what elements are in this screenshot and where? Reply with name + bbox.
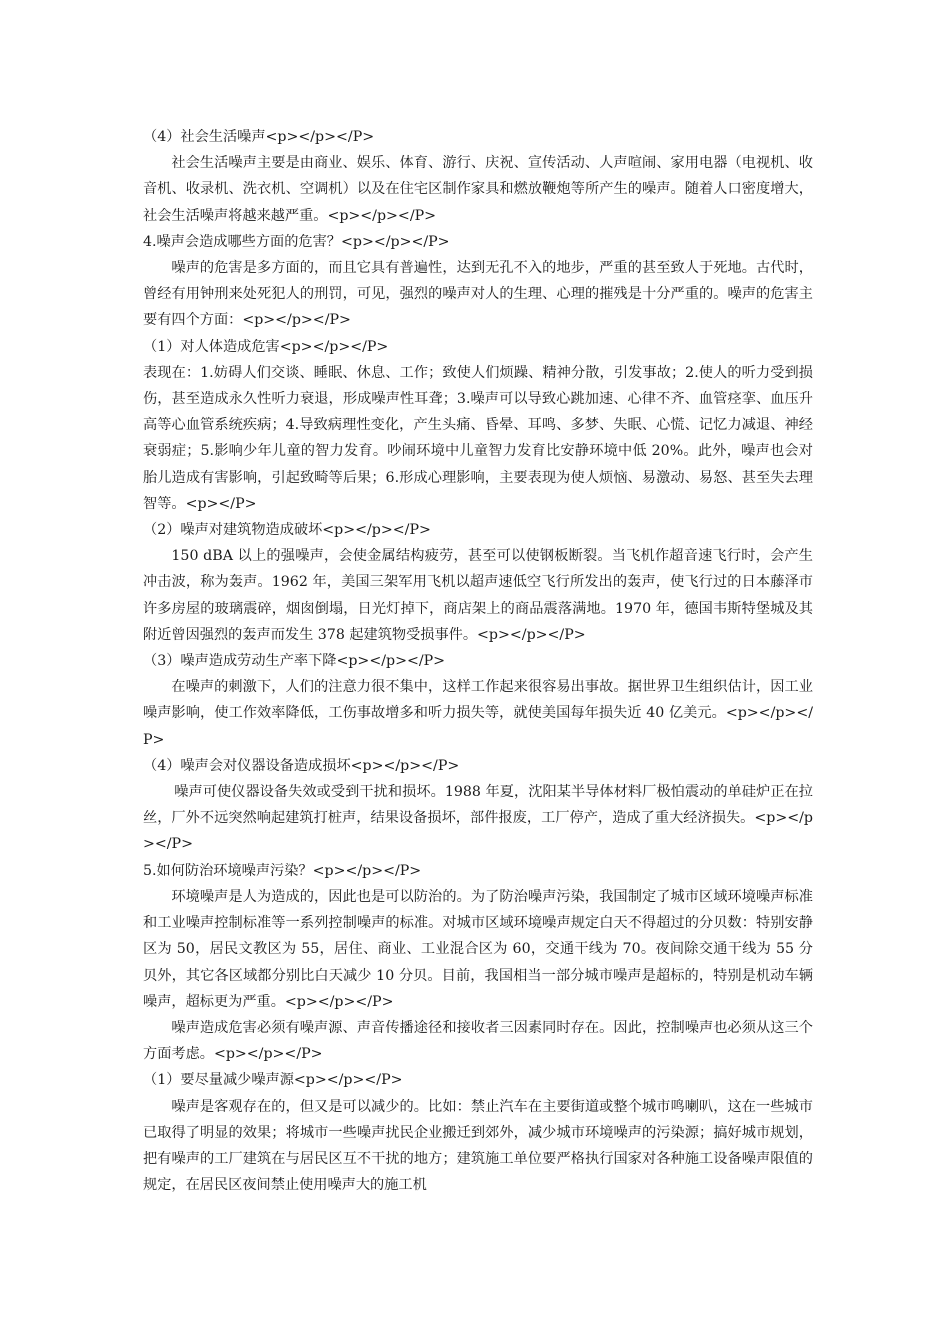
paragraph-productivity: 在噪声的刺激下，人们的注意力很不集中，这样工作起来很容易出事故。据世界卫生组织估计，因工业噪声影响，使工作效率降低，工伤事故增多和听力损失等，就使美国每年损失近 40 亿美元。<p></p></P> (143, 679, 813, 748)
subheading-human-harm: （1）对人体造成危害<p></p></P> (143, 338, 389, 355)
subheading-building-damage: （2）噪声对建筑物造成破坏<p></p></P> (143, 522, 431, 539)
paragraph-noise-standards: 环境噪声是人为造成的，因此也是可以防治的。为了防治噪声污染，我国制定了城市区域环境噪声标准和工业噪声控制标准等一系列控制噪声的标准。对城市区域环境噪声规定白天不得超过的分贝数：特别安静区为 50，居民文教区为 55，居住、商业、工业混合区为 60，交通干线为 70。夜间除交通干线为 55 分贝外，其它各区域都分别比白天减少 10 分贝。目前，我国相当一部分城市噪声是超标的，特别是机动车辆噪声，超标更为严重。<p></p></P> (143, 888, 813, 1010)
subheading-equipment-damage: （4）噪声会对仪器设备造成损坏<p></p></P> (143, 757, 460, 774)
subheading-reduce-source: （1）要尽量减少噪声源<p></p></P> (143, 1072, 403, 1089)
heading-noise-harms: 4.噪声会造成哪些方面的危害？<p></p></P> (143, 233, 450, 250)
paragraph-equipment-damage: 噪声可使仪器设备失效或受到干扰和损坏。1988 年夏，沈阳某半导体材料厂极怕震动的单硅炉正在拉丝，厂外不远突然响起建筑打桩声，结果设备损坏，部件报废，工厂停产，造成了重大经济损失。<p></p></P> (143, 784, 813, 853)
subheading-social-noise: （4）社会生活噪声<p></p></P> (143, 129, 375, 145)
paragraph-social-noise: 社会生活噪声主要是由商业、娱乐、体育、游行、庆祝、宣传活动、人声喧闹、家用电器（电视机、收音机、收录机、洗衣机、空调机）以及在住宅区制作家具和燃放鞭炮等所产生的噪声。随着人口密度增大，社会生活噪声将越来越严重。<p></p></P> (143, 155, 813, 224)
subheading-productivity: （3）噪声造成劳动生产率下降<p></p></P> (143, 653, 446, 670)
paragraph-reduce-source: 噪声是客观存在的，但又是可以减少的。比如：禁止汽车在主要街道或整个城市鸣喇叭，这在一些城市已取得了明显的效果；将城市一些噪声扰民企业搬迁到郊外，减少城市环境噪声的污染源；搞好城市规划，把有噪声的工厂建筑在与居民区互不干扰的地方；建筑施工单位要严格执行国家对各种施工设备噪声限值的规定，在居民区夜间禁止使用噪声大的施工机 (143, 1098, 813, 1194)
document-page (143, 124, 813, 1198)
heading-noise-control: 5.如何防治环境噪声污染？<p></p></P> (143, 862, 422, 879)
paragraph-human-harm: 表现在：1.妨碍人们交谈、睡眠、休息、工作；致使人们烦躁、精神分散，引发事故；2.使人的听力受到损伤，甚至造成永久性听力衰退，形成噪声性耳聋；3.噪声可以导致心跳加速、心律不齐、血管痉挛、血压升高等心血管系统疾病；4.导致病理性变化，产生头痛、昏晕、耳鸣、多梦、失眠、心慌、记忆力减退、神经衰弱症；5.影响少年儿童的智力发育。吵闹环境中儿童智力发育比安静环境中低 20%。此外，噪声也会对胎儿造成有害影响，引起致畸等后果；6.形成心理影响，主要表现为使人烦恼、易激动、易怒、甚至失去理智等。<p></P> (143, 364, 813, 512)
paragraph-three-factors: 噪声造成危害必须有噪声源、声音传播途径和接收者三因素同时存在。因此，控制噪声也必须从这三个方面考虑。<p></p></P> (143, 1019, 813, 1063)
paragraph-building-damage: 150 dBA 以上的强噪声，会使金属结构疲劳，甚至可以使钢板断裂。当飞机作超音速飞行时，会产生冲击波，称为轰声。1962 年，美国三架军用飞机以超声速低空飞行所发出的轰声，使飞行过的日本藤泽市许多房屋的玻璃震碎，烟囱倒塌，日光灯掉下，商店架上的商品震落满地。1970 年，德国韦斯特堡城及其附近曾因强烈的轰声而发生 378 起建筑物受损事件。<p></p></P> (143, 548, 813, 643)
paragraph-harms-intro: 噪声的危害是多方面的，而且它具有普遍性，达到无孔不入的地步，严重的甚至致人于死地。古代时，曾经有用钟刑来处死犯人的刑罚，可见，强烈的噪声对人的生理、心理的摧残是十分严重的。噪声的危害主要有四个方面：<p></p></P> (143, 260, 813, 329)
